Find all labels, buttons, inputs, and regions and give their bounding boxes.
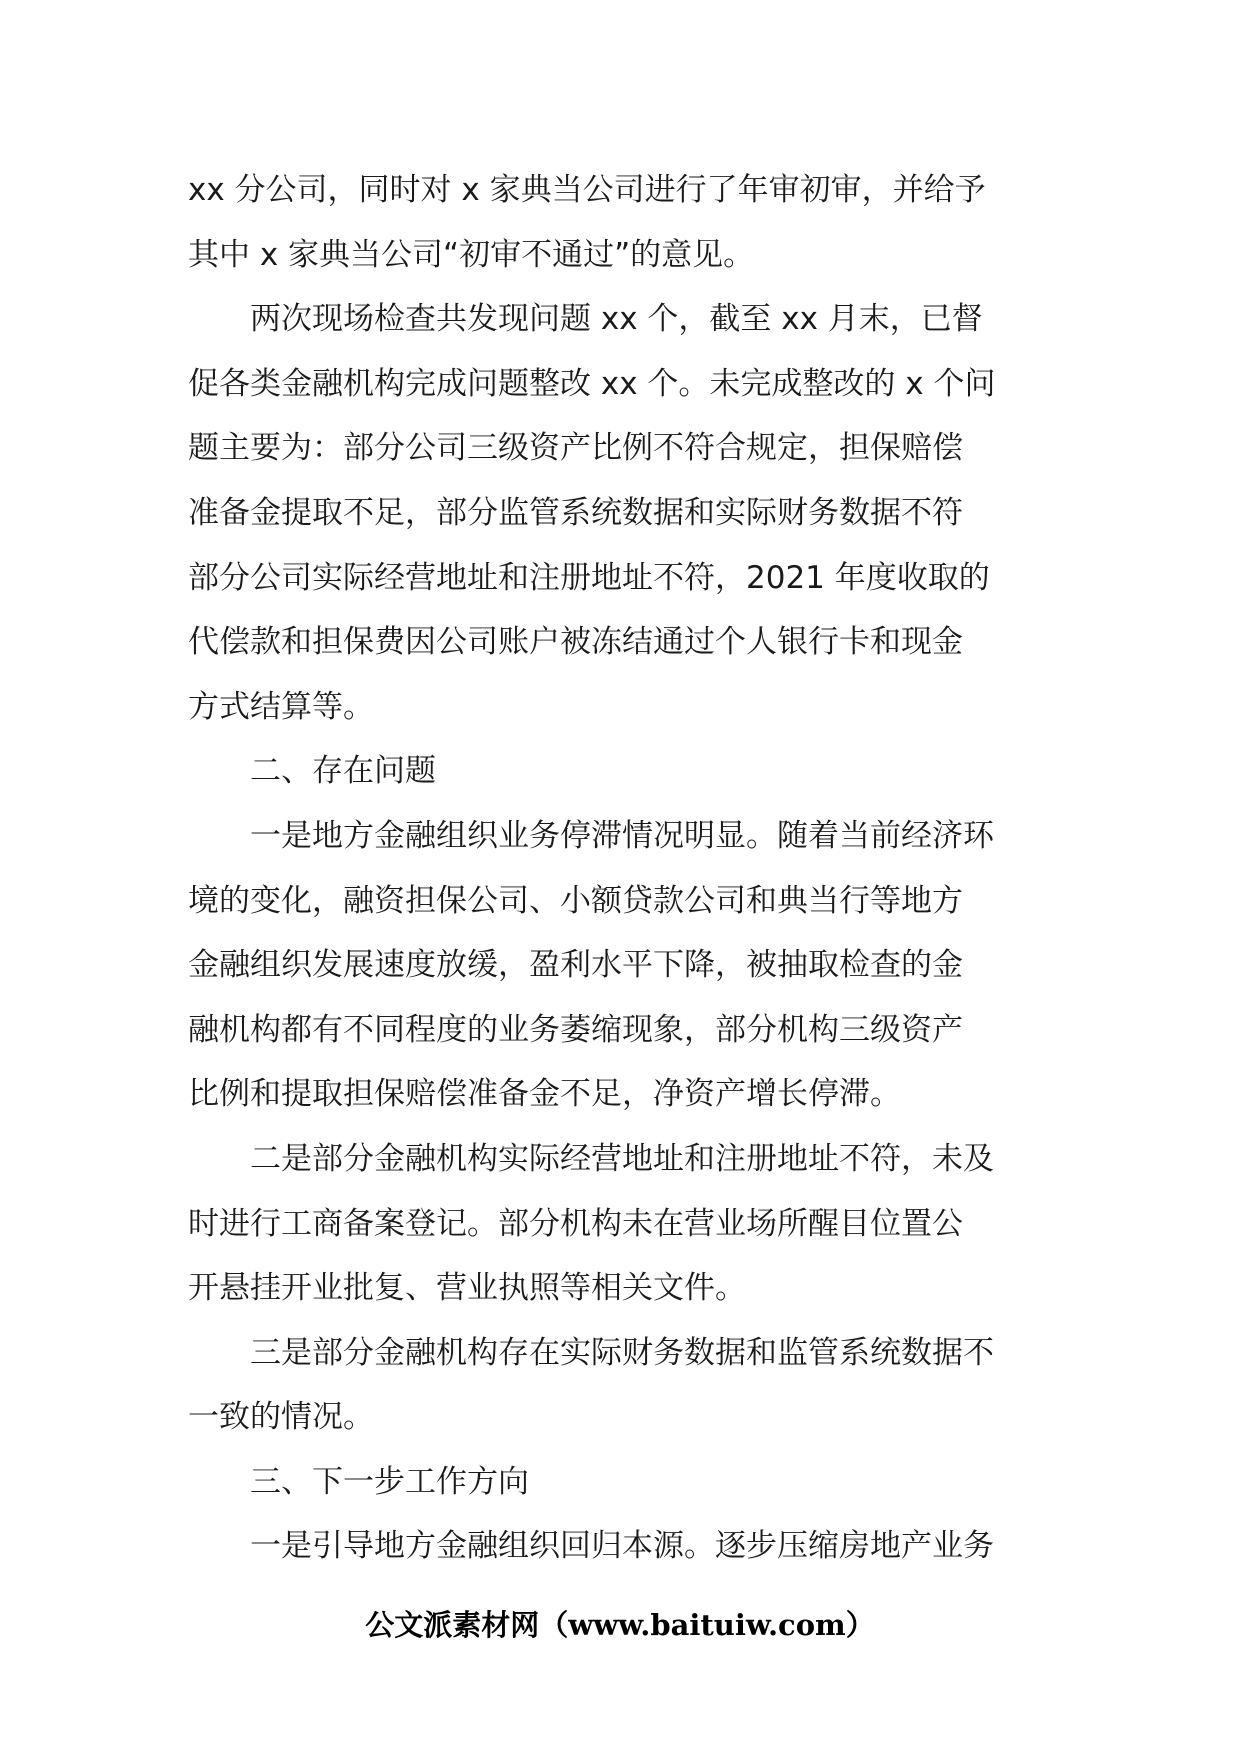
text-line: 融机构都有不同程度的业务萎缩现象，部分机构三级资产 — [188, 1011, 963, 1048]
text-line: 比例和提取担保赔偿准备金不足，净资产增长停滞。 — [188, 1076, 901, 1113]
text-line: 一致的情况。 — [188, 1399, 374, 1436]
section-heading: 二、存在问题 — [250, 753, 436, 790]
paragraph-start-line: 二是部分金融机构实际经营地址和注册地址不符，未及 — [250, 1140, 994, 1177]
text-line: 境的变化，融资担保公司、小额贷款公司和典当行等地方 — [188, 882, 963, 919]
text-line: 方式结算等。 — [188, 688, 374, 725]
text-line: 金融组织发展速度放缓，盈利水平下降，被抽取检查的金 — [188, 947, 963, 984]
text-line: 时进行工商备案登记。部分机构未在营业场所醒目位置公 — [188, 1205, 963, 1242]
site-watermark: 公文派素材网（www.baituiw.com） — [365, 1608, 875, 1642]
document-body — [188, 158, 1056, 1579]
paragraph-start-line: 一是地方金融组织业务停滞情况明显。随着当前经济环 — [250, 817, 994, 854]
text-line: 题主要为：部分公司三级资产比例不符合规定，担保赔偿 — [188, 430, 963, 467]
text-line: 部分公司实际经营地址和注册地址不符，2021 年度收取的 — [188, 559, 990, 596]
paragraph-start-line: 一是引导地方金融组织回归本源。逐步压缩房地产业务 — [250, 1528, 994, 1565]
text-line: xx 分公司，同时对 x 家典当公司进行了年审初审，并给予 — [188, 172, 986, 208]
text-line: 代偿款和担保费因公司账户被冻结通过个人银行卡和现金 — [188, 624, 963, 661]
paragraph-start-line: 三是部分金融机构存在实际财务数据和监管系统数据不 — [250, 1334, 994, 1371]
text-line: 准备金提取不足，部分监管系统数据和实际财务数据不符 — [188, 494, 963, 531]
text-line: 促各类金融机构完成问题整改 xx 个。未完成整改的 x 个问 — [188, 365, 996, 402]
text-line: 开悬挂开业批复、营业执照等相关文件。 — [188, 1270, 746, 1307]
paragraph-start-line: 两次现场检查共发现问题 xx 个，截至 xx 月末，已督 — [250, 301, 983, 338]
text-line: 其中 x 家典当公司“初审不通过”的意见。 — [188, 236, 755, 273]
section-heading: 三、下一步工作方向 — [250, 1463, 529, 1500]
